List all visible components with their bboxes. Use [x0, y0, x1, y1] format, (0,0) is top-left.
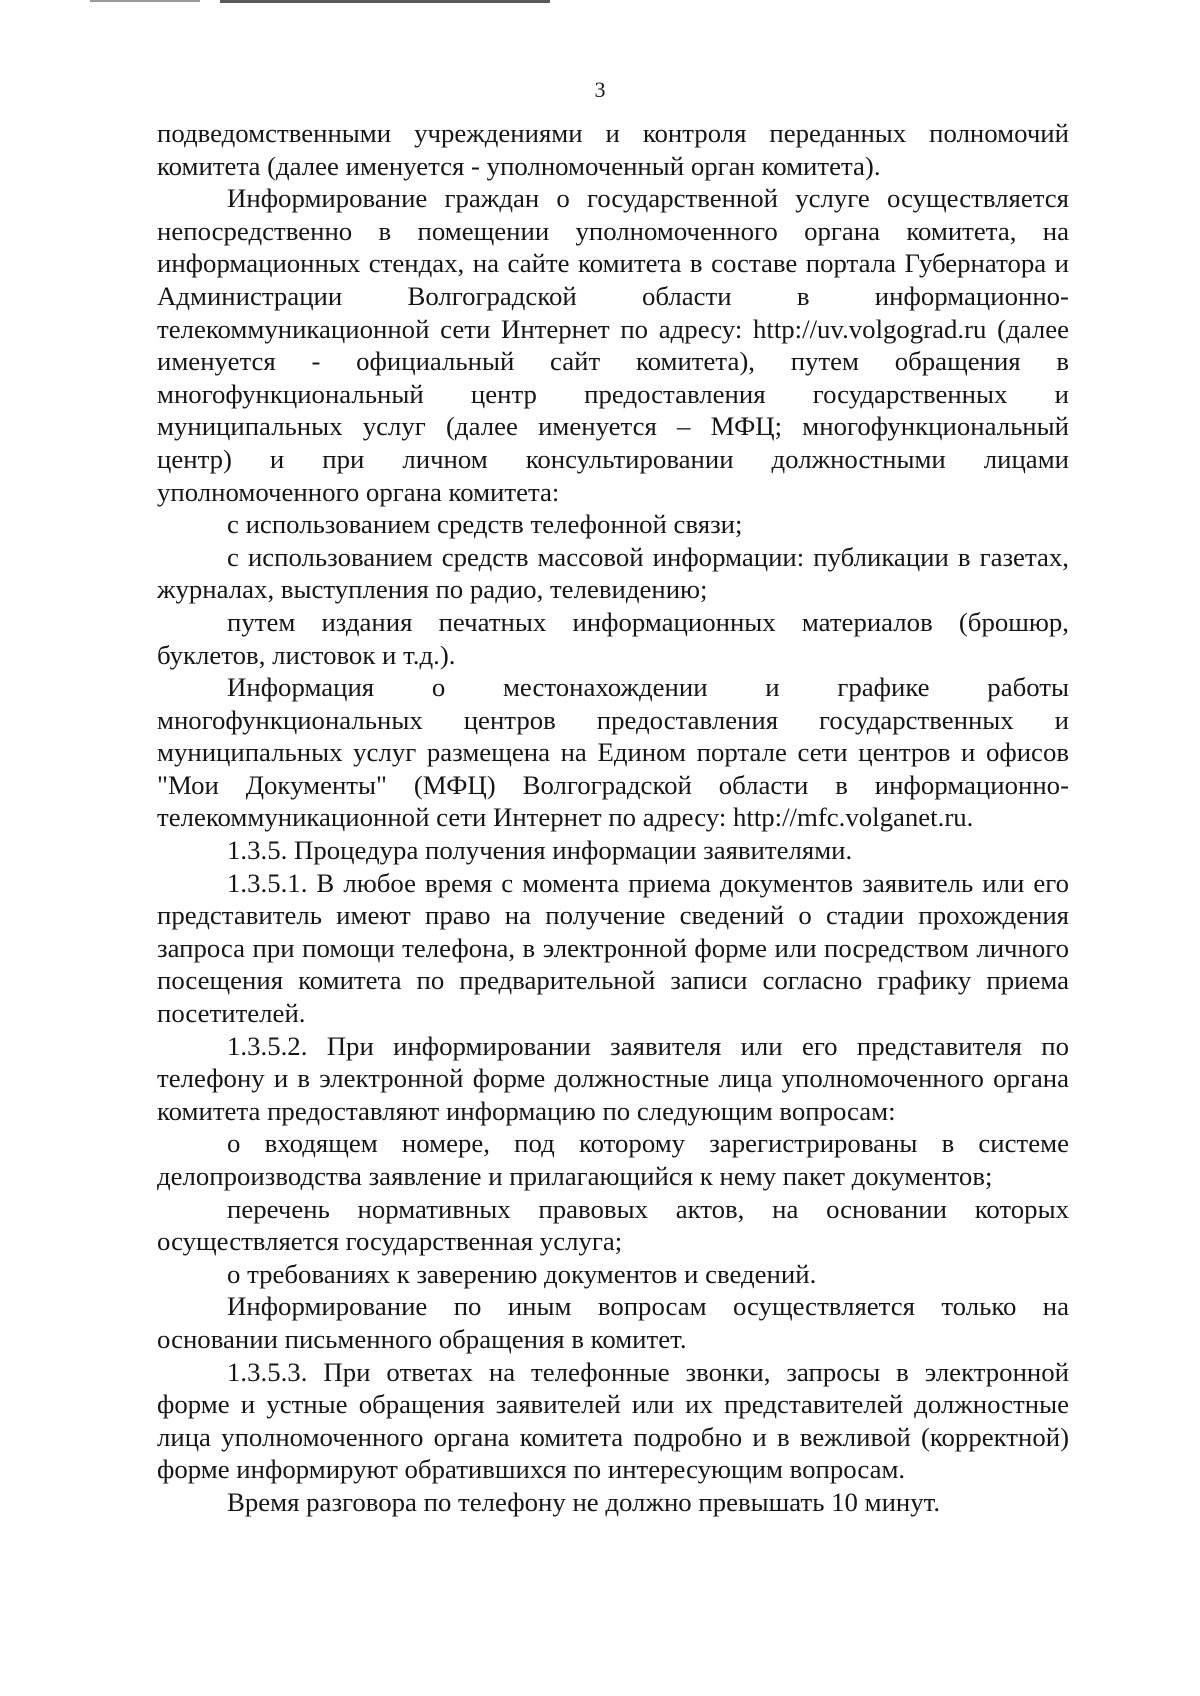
paragraph: 1.3.5.2. При информировании заявителя или его представителя по телефону и в электронной форме должностные лица уполномоченного органа комитета предоставляют информацию по следующим вопросам:	[157, 1030, 1069, 1126]
paragraph: Информация о местонахождении и графике работы многофункциональных центров предоставления государственных и муниципальных услуг размещена на Едином портале сети центров и офисов "Мои Документы" (МФЦ) Волгоградской области в информационно-телекоммуникационной сети Интернет по адресу: http://mfc.volganet.ru.	[157, 672, 1069, 833]
paragraph: 1.3.5.3. При ответах на телефонные звонки, запросы в электронной форме и устные обращения заявителей или их представителей должностные лица уполномоченного органа комитета подробно и в вежливой (корректной) форме информируют обратившихся по интересующим вопросам.	[157, 1356, 1069, 1485]
paragraph: Информирование по иным вопросам осуществляется только на основании письменного обращения в комитет.	[157, 1291, 1069, 1354]
document-body	[157, 117, 1069, 1519]
scan-edge-mark	[220, 0, 550, 3]
page-number: 3	[594, 77, 606, 102]
paragraph: 1.3.5. Процедура получения информации заявителями.	[227, 835, 853, 866]
paragraph: путем издания печатных информационных материалов (брошюр, буклетов, листовок и т.д.).	[157, 606, 1069, 670]
paragraph: перечень нормативных правовых актов, на основании которых осуществляется государственная услуга;	[157, 1193, 1069, 1257]
paragraph: 1.3.5.1. В любое время с момента приема документов заявитель или его представитель имеют право на получение сведений о стадии прохождения запроса при помощи телефона, в электронной форме или посредством личного посещения комитета по предварительной записи согласно графику приема посетителей.	[157, 867, 1069, 1029]
paragraph: Время разговора по телефону не должно превышать 10 минут.	[227, 1486, 941, 1517]
paragraph: подведомственными учреждениями и контроля переданных полномочий комитета (далее именуется - уполномоченный орган комитета).	[157, 118, 1069, 181]
paragraph: с использованием средств массовой информации: публикации в газетах, журналах, выступления по радио, телевидению;	[157, 541, 1069, 605]
paragraph: Информирование граждан о государственной услуге осуществляется непосредственно в помещении уполномоченного органа комитета, на информационных стендах, на сайте комитета в составе портала Губернатора и Администрации Волгоградской области в информационно-телекоммуникационной сети Интернет по адресу: http://uv.volgograd.ru (далее именуется - официальный сайт комитета), путем обращения в многофункциональный центр предоставления государственных и муниципальных услуг (далее именуется – МФЦ; многофункциональный центр) и при личном консультировании должностными лицами уполномоченного органа комитета:	[157, 183, 1069, 507]
scan-edge-mark	[90, 0, 200, 2]
paragraph: о входящем номере, под которому зарегистрированы в системе делопроизводства заявление и прилагающийся к нему пакет документов;	[157, 1128, 1069, 1191]
paragraph: о требованиях к заверению документов и сведений.	[227, 1258, 817, 1289]
paragraph: с использованием средств телефонной связи;	[227, 509, 743, 540]
